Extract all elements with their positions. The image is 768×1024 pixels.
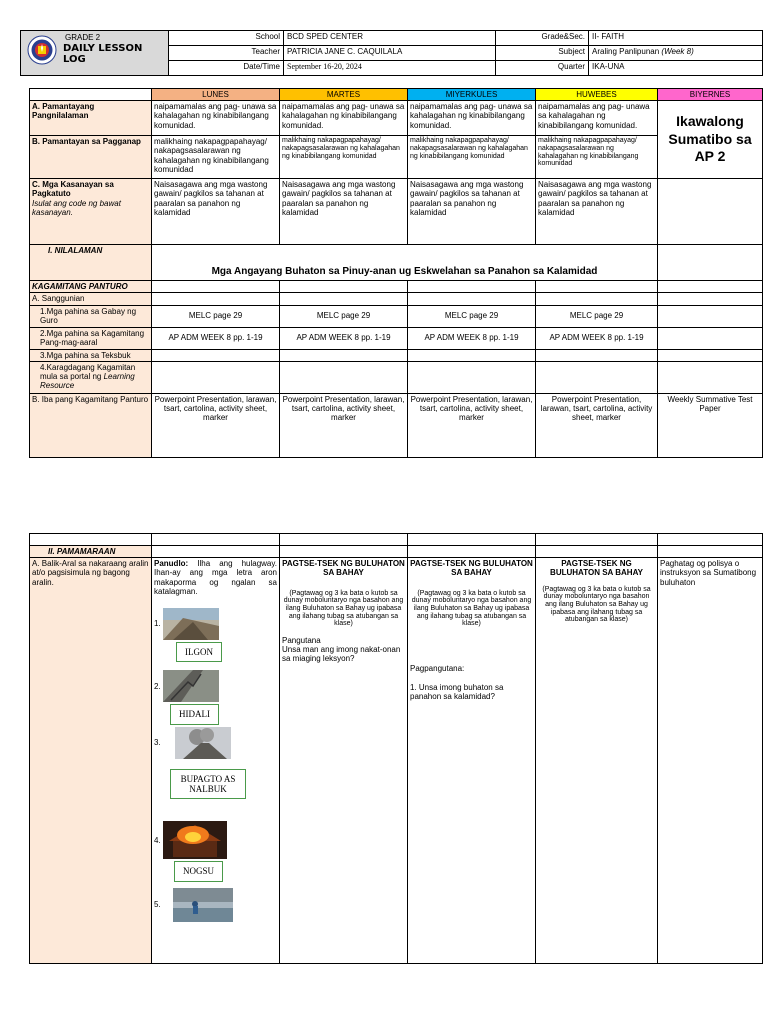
tsek-text-miyerkules: (Pagtawag og 3 ka bata o kutob sa dunay moboluntaryo nga basahon ang ilang Buluhaton sa Bahay ug ipabasa ang ilahang tubag sa atubangan sa klase)	[411, 589, 532, 628]
cell-empty	[408, 534, 536, 546]
karagdagan-text: 4.Karagdagang Kagamitan mula sa portal ng	[40, 362, 136, 381]
corner-cell	[30, 89, 152, 101]
cell-balik-aral-martes	[280, 558, 408, 964]
row-label-teksbuk: 3.Mga pahina sa Teksbuk	[30, 349, 152, 361]
cell-b-huwebes: malikhaing nakapagpapahayag/ nakapagsasalarawan ng kahalagahan ng kinabibilangang komunidad	[536, 136, 658, 179]
cell-empty	[280, 281, 408, 293]
cell-balik-aral-huwebes	[536, 558, 658, 964]
item-number: 2.	[154, 681, 161, 691]
cell-empty	[152, 349, 280, 361]
header-table	[20, 30, 763, 76]
cell-adm-martes: AP ADM WEEK 8 pp. 1-19	[280, 327, 408, 349]
cell-empty	[408, 281, 536, 293]
volcano-eruption-picture	[175, 727, 231, 759]
cell-c-martes: Naisasagawa ang mga wastong gawain/ pagkilos sa tahanan at paaralan sa panahon ng kalamidad	[280, 179, 408, 245]
row-label-pamantayang-pangnilalaman: A. Pamantayang Pangnilalaman	[30, 101, 152, 136]
dll-title-line2: LOG	[63, 54, 86, 65]
cell-a-martes: naipamamalas ang pag- unawa sa kahalagahan ng kinabibilangang komunidad.	[280, 101, 408, 136]
cell-c-miyerkules: Naisasagawa ang mga wastong gawain/ pagkilos sa tahanan at paaralan sa panahon ng kalamidad	[408, 179, 536, 245]
row-label-kasanayan	[30, 179, 152, 245]
summative-title: Ikawalong Sumatibo sa AP 2	[658, 101, 763, 179]
cell-a-huwebes: naipamamalas ang pag- unawa sa kahalagahan ng kinabibilangang komunidad.	[536, 101, 658, 136]
karagdagan-italic: Learning Resource	[40, 371, 135, 391]
quarter-value: IKA-UNA	[589, 61, 763, 76]
cell-c-lunes: Naisasagawa ang mga wastong gawain/ pagkilos sa tahanan at paaralan sa panahon ng kalamidad	[152, 179, 280, 245]
day-miyerkules: MIYERKULES	[408, 89, 536, 101]
cell-adm-biyernes	[658, 327, 763, 349]
cell-guro-biyernes	[658, 305, 763, 327]
cell-empty	[280, 361, 408, 393]
cell-empty	[536, 546, 658, 558]
cell-a-lunes: naipamamalas ang pag- unawa sa kahalagahan ng kinabibilangang komunidad.	[152, 101, 280, 136]
cell-empty	[280, 534, 408, 546]
cell-empty	[30, 534, 152, 546]
item-number: 3.	[154, 738, 161, 748]
cell-empty	[658, 349, 763, 361]
quarter-label: Quarter	[496, 61, 589, 76]
cell-empty	[152, 361, 280, 393]
cell-empty	[408, 293, 536, 305]
cell-iba-lunes: Powerpoint Presentation, larawan, tsart, cartolina, activity sheet, marker	[152, 393, 280, 457]
cell-adm-miyerkules: AP ADM WEEK 8 pp. 1-19	[408, 327, 536, 349]
subject-label: Subject	[496, 46, 589, 61]
cell-empty	[536, 534, 658, 546]
answer-box-1: ILGON	[176, 642, 222, 662]
cell-empty	[152, 546, 280, 558]
cell-adm-huwebes: AP ADM WEEK 8 pp. 1-19	[536, 327, 658, 349]
cell-guro-miyerkules: MELC page 29	[408, 305, 536, 327]
subject-value	[589, 46, 763, 61]
cell-empty	[658, 546, 763, 558]
tsek-title-huwebes: PAGTSE-TSEK NG BULUHATON SA BAHAY	[550, 559, 643, 578]
date-label: Date/Time	[169, 61, 284, 76]
cell-empty	[280, 293, 408, 305]
cell-guro-lunes: MELC page 29	[152, 305, 280, 327]
item-number: 4.	[154, 835, 161, 845]
miyerkules-question-label: Pagpangutana:	[410, 664, 465, 673]
tsek-title-miyerkules: PAGTSE-TSEK NG BULUHATON SA BAHAY	[410, 559, 533, 578]
row-label-iba-pang-kagamitan: B. Iba pang Kagamitang Panturo	[30, 393, 152, 457]
cell-adm-lunes: AP ADM WEEK 8 pp. 1-19	[152, 327, 280, 349]
item-number: 1.	[154, 619, 161, 629]
cell-empty	[408, 349, 536, 361]
flood-picture	[173, 888, 233, 922]
cell-guro-huwebes: MELC page 29	[536, 305, 658, 327]
answer-box-2: HIDALI	[170, 704, 219, 724]
row-label-pamantayan-sa-pagganap: B. Pamantayan sa Pagganap	[30, 136, 152, 179]
tsek-text-huwebes: (Pagtawag og 3 ka bata o kutob sa dunay moboluntaryo nga basahon ang ilang Buluhaton sa Bahay ug ipabasa ang ilahang tubag sa atubangan sa klase)	[542, 585, 651, 624]
deped-seal-icon	[27, 35, 57, 65]
activity-item-1	[154, 606, 277, 642]
miyerkules-question-text: 1. Unsa imong buhaton sa panahon sa kalamidad?	[410, 683, 504, 702]
earthquake-road-picture	[163, 670, 219, 702]
answer-box-3: BUPAGTO AS NALBUK	[170, 769, 246, 800]
tsek-title-martes: PAGTSE-TSEK NG BULUHATON SA BAHAY	[282, 559, 405, 578]
row-label-kagamitang-mag-aaral: 2.Mga pahina sa Kagamitang Pang-mag-aaral	[30, 327, 152, 349]
row-label-sanggunian: A. Sanggunian	[30, 293, 152, 305]
answer-box-4: NOGSU	[174, 861, 223, 881]
cell-empty	[658, 534, 763, 546]
cell-empty	[408, 361, 536, 393]
cell-empty	[152, 293, 280, 305]
header-logo-cell	[21, 31, 169, 76]
row-label-balik-aral: A. Balik-Aral sa nakaraang aralin at/o pagsisimula ng bagong aralin.	[30, 558, 152, 964]
content-title: Mga Angayang Buhaton sa Pinuy-anan ug Eskwelahan sa Panahon sa Kalamidad	[152, 245, 658, 281]
cell-iba-biyernes: Weekly Summative Test Paper	[658, 393, 763, 457]
cell-b-martes: malikhaing nakapagpapahayag/ nakapagsasalarawan ng kahalagahan ng kinabibilangang komunidad	[280, 136, 408, 179]
school-label: School	[169, 31, 284, 46]
cell-b-lunes: malikhaing nakapagpapahayag/ nakapagsasalarawan ng kahalagahan ng kinabibilangang komunidad	[152, 136, 280, 179]
cell-empty	[280, 349, 408, 361]
cell-iba-huwebes: Powerpoint Presentation, larawan, tsart, cartolina, activity sheet, marker	[536, 393, 658, 457]
cell-iba-miyerkules: Powerpoint Presentation, larawan, tsart, cartolina, activity sheet, marker	[408, 393, 536, 457]
cell-a-miyerkules: naipamamalas ang pag- unawa sa kahalagahan ng kinabibilangang komunidad.	[408, 101, 536, 136]
activity-item-2	[154, 668, 277, 704]
panudlo-instruction	[154, 559, 277, 596]
grade-label: GRADE 2	[65, 33, 101, 42]
day-lunes: LUNES	[152, 89, 280, 101]
day-huwebes: HUWEBES	[536, 89, 658, 101]
row-label-nilalaman: I. NILALAMAN	[30, 245, 152, 281]
cell-empty	[280, 546, 408, 558]
date-value: September 16-20, 2024	[284, 61, 496, 76]
cell-empty	[536, 293, 658, 305]
item-number: 5.	[154, 900, 161, 910]
martes-question-text: Unsa man ang imong nakat-onan sa miaging leksyon?	[282, 645, 401, 664]
day-biyernes: BIYERNES	[658, 89, 763, 101]
dll-title-line1: DAILY LESSON	[63, 43, 143, 54]
activity-item-3	[154, 725, 277, 761]
subject-name: Araling Panlipunan	[592, 47, 660, 56]
cell-empty	[536, 281, 658, 293]
dll-title	[63, 43, 142, 65]
house-fire-picture	[163, 821, 227, 859]
teacher-value: PATRICIA JANE C. CAQUILALA	[284, 46, 496, 61]
cell-guro-martes: MELC page 29	[280, 305, 408, 327]
tsek-text-martes: (Pagtawag og 3 ka bata o kutob sa dunay moboluntaryo nga basahon ang ilang Buluhaton sa Bahay ug ipabasa ang ilahang tubag sa atubangan sa klase)	[283, 589, 404, 628]
cell-balik-aral-lunes	[152, 558, 280, 964]
lesson-table	[29, 88, 763, 458]
landslide-picture	[163, 608, 219, 640]
cell-empty	[658, 281, 763, 293]
cell-empty	[152, 534, 280, 546]
panudlo-label: Panudlo:	[154, 559, 189, 569]
subject-week: (Week 8)	[661, 47, 694, 56]
school-value: BCD SPED CENTER	[284, 31, 496, 46]
kasanayan-title: C. Mga Kasanayan sa Pagkatuto	[32, 180, 114, 199]
gradesec-value: II- FAITH	[589, 31, 763, 46]
cell-b-miyerkules: malikhaing nakapagpapahayag/ nakapagsasalarawan ng kahalagahan ng kinabibilangang komunidad	[408, 136, 536, 179]
cell-balik-aral-miyerkules	[408, 558, 536, 964]
cell-empty	[536, 349, 658, 361]
cell-empty	[658, 293, 763, 305]
day-martes: MARTES	[280, 89, 408, 101]
panudlo-text: Ilha ang hulagway. Ihan-ay ang mga letra aron makaporma og ngalan sa katalagman.	[154, 559, 277, 596]
cell-balik-aral-biyernes: Paghatag og polisya o instruksyon sa Sumatibong buluhaton	[658, 558, 763, 964]
cell-c-huwebes: Naisasagawa ang mga wastong gawain/ pagkilos sa tahanan at paaralan sa panahon ng kalamidad	[536, 179, 658, 245]
cell-c-biyernes	[658, 179, 763, 245]
gradesec-label: Grade&Sec.	[496, 31, 589, 46]
cell-iba-martes: Powerpoint Presentation, larawan, tsart, cartolina, activity sheet, marker	[280, 393, 408, 457]
row-label-gabay-guro: 1.Mga pahina sa Gabay ng Guro	[30, 305, 152, 327]
cell-nilalaman-biyernes	[658, 245, 763, 281]
kasanayan-subtitle: Isulat ang code ng bawat kasanayan.	[32, 198, 121, 217]
cell-empty	[536, 361, 658, 393]
teacher-label: Teacher	[169, 46, 284, 61]
procedure-table	[29, 533, 763, 964]
row-label-karagdagang-kagamitan	[30, 361, 152, 393]
row-label-pamamaraan: II. PAMAMARAAN	[30, 546, 152, 558]
activity-item-4	[154, 819, 277, 861]
cell-empty	[408, 546, 536, 558]
cell-empty	[152, 281, 280, 293]
activity-item-5	[154, 886, 277, 924]
cell-empty	[658, 361, 763, 393]
row-label-kagamitang-panturo: KAGAMITANG PANTURO	[30, 281, 152, 293]
martes-question-label: Pangutana	[282, 636, 321, 645]
